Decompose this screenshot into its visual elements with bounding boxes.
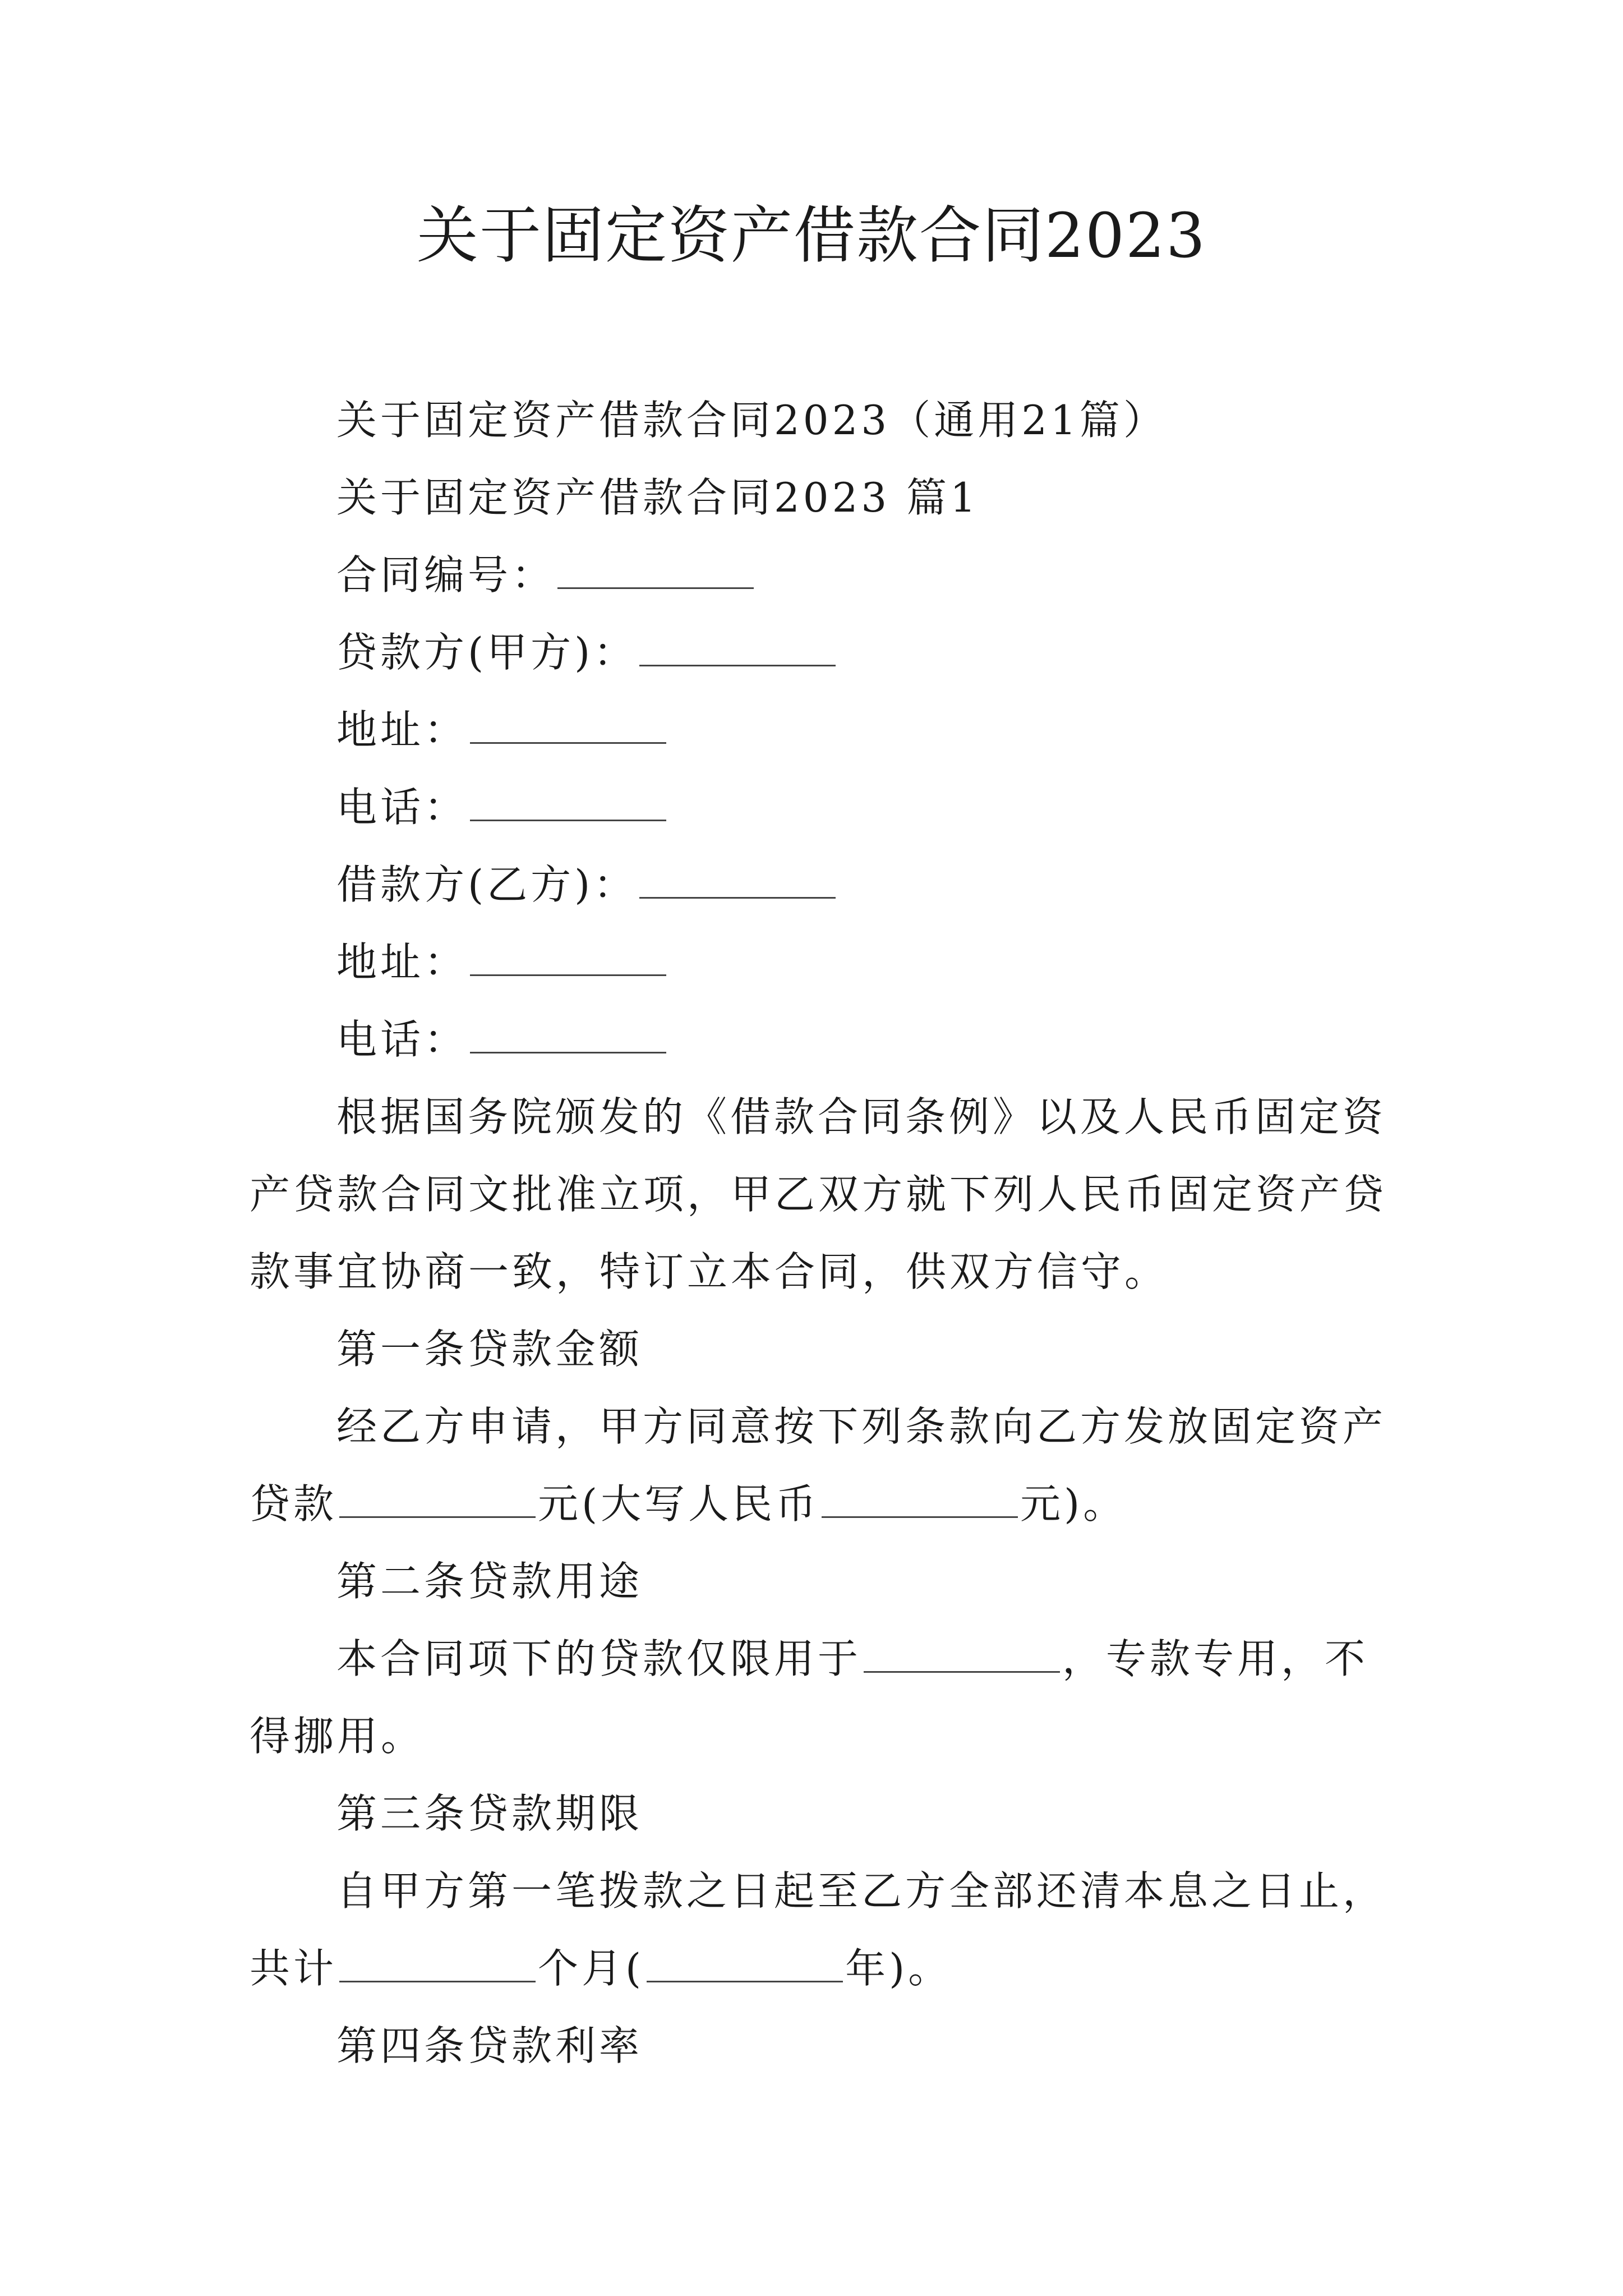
contract-number-blank	[557, 554, 754, 589]
loan-months-blank	[339, 1947, 536, 1982]
article3-text-d: 年)。	[845, 1945, 952, 1992]
lender-phone-blank	[470, 786, 666, 821]
loan-amount-words-blank	[822, 1483, 1018, 1518]
article4-heading: 第四条贷款利率	[336, 2022, 643, 2069]
article2-text-b: ，专款专用，不	[1062, 1635, 1369, 1682]
lender-phone-line	[250, 769, 1388, 846]
loan-amount-blank	[339, 1483, 536, 1518]
intro-paragraph: 根据国务院颁发的《借款合同条例》以及人民币固定资产贷款合同文批准立项，甲乙双方就下列人民币固定资产贷款事宜协商一致，特订立本合同，供双方信守。	[250, 1093, 1387, 1295]
article1-text-d: 元)。	[1020, 1480, 1127, 1527]
lender-blank	[639, 631, 836, 666]
document-subtitle: 关于固定资产借款合同2023（通用21篇）	[336, 397, 1167, 444]
borrower-address-line	[250, 923, 1388, 1001]
article3-line2	[250, 1930, 1388, 2007]
lender-address-label: 地址：	[336, 706, 468, 753]
article2-line2: 得挪用。	[250, 1713, 425, 1760]
document-body	[250, 381, 1388, 2085]
lender-address-line	[250, 691, 1388, 769]
section-heading: 关于固定资产借款合同2023 篇1	[336, 474, 979, 521]
contract-number-label: 合同编号：	[336, 551, 556, 599]
article3-line1: 自甲方第一笔拨款之日起至乙方全部还清本息之日止，	[336, 1867, 1387, 1915]
lender-line	[250, 614, 1388, 691]
article1-heading: 第一条贷款金额	[336, 1326, 643, 1373]
loan-years-blank	[647, 1947, 843, 1982]
article1-line1: 经乙方申请，甲方同意按下列条款向乙方发放固定资产	[336, 1403, 1387, 1450]
article2-heading: 第二条贷款用途	[336, 1558, 643, 1605]
lender-phone-label: 电话：	[336, 784, 468, 831]
borrower-address-blank	[470, 941, 666, 976]
borrower-label: 借款方(乙方)：	[336, 861, 638, 908]
borrower-address-label: 地址：	[336, 938, 468, 986]
article1-line2	[250, 1465, 1388, 1543]
document-title: 关于固定资产借款合同2023	[417, 200, 1206, 272]
article3-text-b: 共计	[250, 1945, 338, 1992]
article3-heading: 第三条贷款期限	[336, 1790, 643, 1837]
borrower-phone-label: 电话：	[336, 1016, 468, 1063]
article2-line1	[250, 1620, 1388, 1697]
borrower-line	[250, 846, 1388, 923]
borrower-phone-line	[250, 1001, 1388, 1078]
borrower-phone-blank	[470, 1018, 666, 1053]
borrower-blank	[639, 863, 836, 899]
article1-text-b: 贷款	[250, 1480, 338, 1527]
lender-label: 贷款方(甲方)：	[336, 629, 638, 676]
article1-text-c: 元(大写人民币	[538, 1480, 820, 1527]
contract-number-line	[250, 536, 1388, 614]
lender-address-blank	[470, 708, 666, 744]
article3-text-c: 个月(	[538, 1945, 645, 1992]
article2-text-a: 本合同项下的贷款仅限用于	[336, 1635, 862, 1682]
loan-purpose-blank	[864, 1637, 1060, 1673]
